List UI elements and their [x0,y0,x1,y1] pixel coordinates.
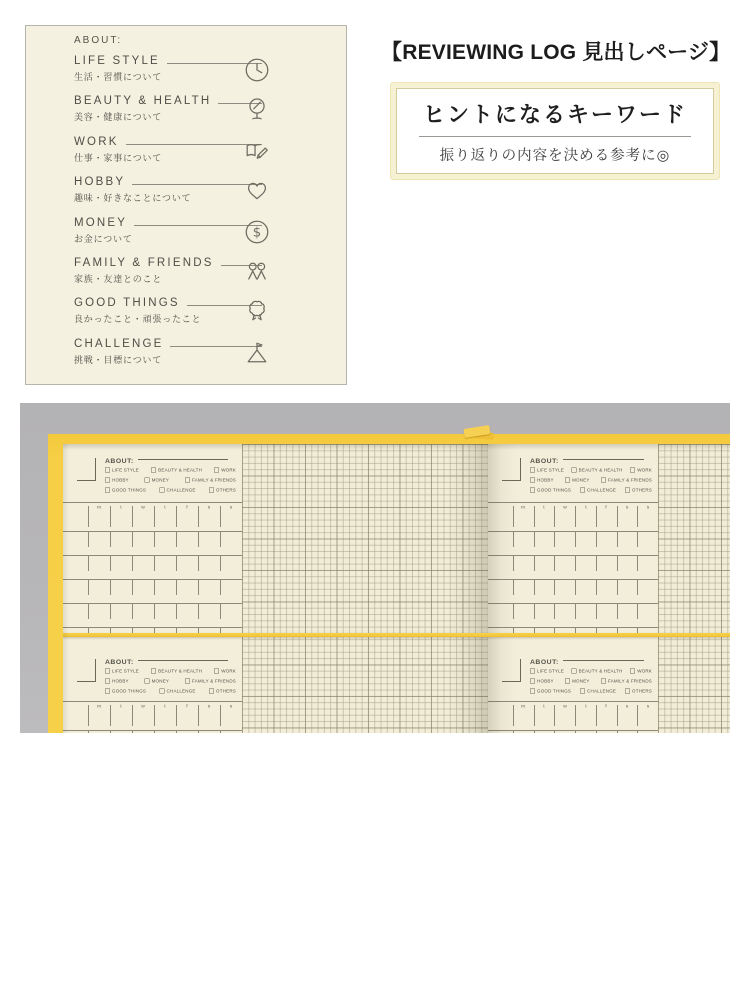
day-header: f [596,702,617,730]
checkbox-label: HOBBY [112,477,129,483]
week-table [63,502,242,633]
day-header: t [110,702,132,730]
checkbox-label: BEAUTY & HEALTH [578,467,623,473]
checkbox-item [530,669,564,674]
checkbox-label: LIFE STYLE [537,668,565,674]
checkbox-item [105,689,146,694]
checkbox-item [630,669,652,674]
checkbox-icon [214,669,219,674]
checkbox-row [105,666,236,676]
checkbox-row [530,465,652,475]
table-row [63,730,242,733]
day-header: w [554,503,575,531]
about-index-card [25,25,347,385]
checkbox-icon [625,488,630,493]
checkbox-label: BEAUTY & HEALTH [158,467,203,473]
week-table [63,701,242,733]
notebook-pages [63,444,730,733]
checkbox-label: MONEY [572,477,590,483]
category-subtitle: 美容・健康について [74,112,163,123]
day-header: s [637,702,658,730]
checkbox-item [214,468,236,473]
corner-mark [77,458,96,481]
category-row [26,55,346,95]
checkbox-row [530,676,652,686]
checkbox-icon [601,478,606,483]
checkbox-icon [209,488,214,493]
dollar-icon [242,217,272,247]
checkbox-row [105,686,236,696]
checkbox-item [145,679,170,684]
category-row [26,257,346,297]
checkbox-icon [105,468,110,473]
category-title: HOBBY [74,176,126,189]
day-header: s [637,503,658,531]
checkbox-item [565,478,590,483]
checkbox-label: GOOD THINGS [537,487,572,493]
checkbox-item [145,478,170,483]
checkbox-icon [530,478,535,483]
checkbox-icon [601,679,606,684]
category-subtitle: 挑戦・目標について [74,354,163,365]
checkbox-icon [625,689,630,694]
checkbox-label: FAMILY & FRIENDS [607,678,652,684]
checkbox-label: WORK [221,467,236,473]
keyword-box [390,82,720,180]
checkbox-icon [565,679,570,684]
checkbox-icon [185,679,190,684]
checkbox-icon [630,669,635,674]
checkbox-item [625,488,652,493]
category-row [26,95,346,135]
checkbox-item [601,679,652,684]
checkbox-icon [105,669,110,674]
checkbox-label: LIFE STYLE [112,467,140,473]
checkbox-item [530,488,571,493]
checkbox-icon [105,689,110,694]
checkbox-label: HOBBY [537,678,554,684]
category-title: MONEY [74,216,128,229]
checkbox-row [530,686,652,696]
category-row [26,297,346,337]
day-header: w [554,702,575,730]
flag-mountain-icon [242,338,272,368]
clock-icon [242,55,272,85]
day-header: m [513,702,534,730]
checkbox-label: WORK [637,668,652,674]
category-title: LIFE STYLE [74,55,160,67]
table-row [63,603,242,627]
day-header: s [198,503,220,531]
about-underline [138,459,228,460]
medal-icon [242,297,272,327]
checkbox-label: GOOD THINGS [112,487,147,493]
day-header: t [534,503,555,531]
checkbox-item [572,669,623,674]
day-header: w [132,702,154,730]
checkbox-row [530,475,652,485]
day-header: t [154,503,176,531]
day-header: t [110,503,132,531]
block-about-label: ABOUT: [530,457,559,465]
day-header: m [513,503,534,531]
checkbox-item [185,679,236,684]
checkbox-label: LIFE STYLE [112,668,140,674]
checkbox-item [601,478,652,483]
checkbox-item [185,478,236,483]
day-header: t [575,702,596,730]
checkbox-label: FAMILY & FRIENDS [191,477,236,483]
checkbox-row [105,485,236,495]
day-header: s [220,503,242,531]
category-subtitle: 生活・習慣について [74,72,163,82]
day-header: s [617,503,638,531]
checkbox-label: GOOD THINGS [537,688,572,694]
table-row [63,531,242,555]
checkbox-icon [209,689,214,694]
week-table-header [63,701,242,730]
checkbox-item [151,669,202,674]
checkbox-row [530,666,652,676]
checkbox-icon [530,669,535,674]
day-header: t [575,503,596,531]
checkbox-item [572,468,623,473]
checkbox-item [151,468,202,473]
checkbox-icon [572,468,577,473]
checkbox-row [530,485,652,495]
checkbox-item [565,679,590,684]
day-header: f [176,503,198,531]
checkbox-item [160,488,196,493]
page-gutter-shadow [447,444,517,733]
day-header: s [220,702,242,730]
checkbox-label: WORK [637,467,652,473]
checkbox-rows [105,465,236,495]
keyword-divider [419,136,691,137]
category-title: WORK [74,135,119,148]
checkbox-icon [530,689,535,694]
checkbox-icon [105,478,110,483]
day-header: m [88,503,110,531]
checkbox-icon [572,669,577,674]
checkbox-icon [160,689,165,694]
checkbox-label: OTHERS [216,688,236,694]
heart-icon [242,176,272,206]
checkbox-label: BEAUTY & HEALTH [578,668,623,674]
checkbox-icon [145,679,150,684]
checkbox-icon [151,468,156,473]
checkbox-item [625,689,652,694]
checkbox-label: BEAUTY & HEALTH [158,668,203,674]
week-table-header [63,502,242,531]
checkbox-item [530,679,554,684]
review-block [63,637,242,733]
checkbox-icon [214,468,219,473]
bookmark-ribbon [458,425,500,445]
checkbox-item [530,689,571,694]
about-underline [563,660,644,661]
category-subtitle: お金について [74,233,133,244]
checkbox-row [105,475,236,485]
category-title: GOOD THINGS [74,297,180,310]
checkbox-row [105,676,236,686]
checkbox-icon [151,669,156,674]
day-header: m [88,702,110,730]
category-row [26,136,346,176]
checkbox-icon [530,679,535,684]
checkbox-icon [160,488,165,493]
checkbox-label: CHALLENGE [166,487,196,493]
checkbox-label: OTHERS [632,487,652,493]
category-title: FAMILY & FRIENDS [74,256,214,269]
category-subtitle: 家族・友達とのこと [74,273,163,284]
checkbox-rows [530,666,652,696]
checkbox-label: LIFE STYLE [537,467,565,473]
checkbox-label: MONEY [572,678,590,684]
category-title: BEAUTY & HEALTH [74,95,212,108]
checkbox-row [105,465,236,475]
grid-paper-right [658,444,730,733]
day-header: f [176,702,198,730]
category-row [26,176,346,216]
checkbox-icon [580,488,585,493]
checkbox-label: CHALLENGE [166,688,196,694]
checkbox-label: OTHERS [632,688,652,694]
checkbox-icon [105,679,110,684]
page-title: 【REVIEWING LOG 見出しページ】 [381,41,731,64]
checkbox-icon [105,488,110,493]
checkbox-label: HOBBY [537,477,554,483]
review-block-top-left [63,444,242,633]
checkbox-label: HOBBY [112,678,129,684]
block-about-label: ABOUT: [105,457,134,465]
checkbox-item [160,689,196,694]
day-header: s [198,702,220,730]
category-subtitle: 良かったこと・頑張ったこと [74,314,202,325]
checkbox-item [209,689,236,694]
category-subtitle: 仕事・家事について [74,152,163,163]
checkbox-item [630,468,652,473]
day-header: f [596,503,617,531]
checkbox-item [580,689,616,694]
checkbox-item [580,488,616,493]
day-header: s [617,702,638,730]
review-block [63,444,242,633]
category-row [26,338,346,378]
block-about-label: ABOUT: [530,658,559,666]
table-row [63,555,242,579]
product-photo [20,403,730,733]
about-underline [138,660,228,661]
checkbox-item [105,679,129,684]
checkbox-item [530,468,564,473]
checkbox-label: MONEY [151,477,170,483]
checkbox-icon [530,488,535,493]
checkbox-item [214,669,236,674]
checkbox-label: CHALLENGE [587,487,617,493]
book-pencil-icon [242,136,272,166]
checkbox-label: OTHERS [216,487,236,493]
day-header: t [534,702,555,730]
about-card-label: ABOUT: [74,35,123,46]
corner-mark [77,659,96,682]
mirror-icon [242,95,272,125]
checkbox-item [209,488,236,493]
day-header: w [132,503,154,531]
checkbox-label: WORK [221,668,236,674]
checkbox-item [105,478,129,483]
checkbox-icon [630,468,635,473]
checkbox-icon [530,468,535,473]
block-about-label: ABOUT: [105,658,134,666]
checkbox-label: FAMILY & FRIENDS [191,678,236,684]
category-row [26,217,346,257]
checkbox-item [105,488,146,493]
table-row [63,579,242,603]
checkbox-item [105,468,139,473]
checkbox-label: FAMILY & FRIENDS [607,477,652,483]
day-header: t [154,702,176,730]
checkbox-label: GOOD THINGS [112,688,147,694]
category-title: CHALLENGE [74,337,164,350]
keyword-box-title: ヒントになるキーワード [422,101,687,127]
checkbox-icon [145,478,150,483]
checkbox-icon [565,478,570,483]
category-subtitle: 趣味・好きなことについて [74,193,192,204]
keyword-box-subtitle: 振り返りの内容を決める参考に◎ [439,147,671,164]
people-icon [242,257,272,287]
about-underline [563,459,644,460]
checkbox-item [105,669,139,674]
checkbox-label: CHALLENGE [587,688,617,694]
review-block-bottom-left [63,637,242,733]
checkbox-icon [185,478,190,483]
checkbox-rows [530,465,652,495]
checkbox-rows [105,666,236,696]
checkbox-label: MONEY [151,678,170,684]
yellow-divider [63,633,730,637]
about-card-rows [26,55,346,378]
checkbox-item [530,478,554,483]
checkbox-icon [580,689,585,694]
